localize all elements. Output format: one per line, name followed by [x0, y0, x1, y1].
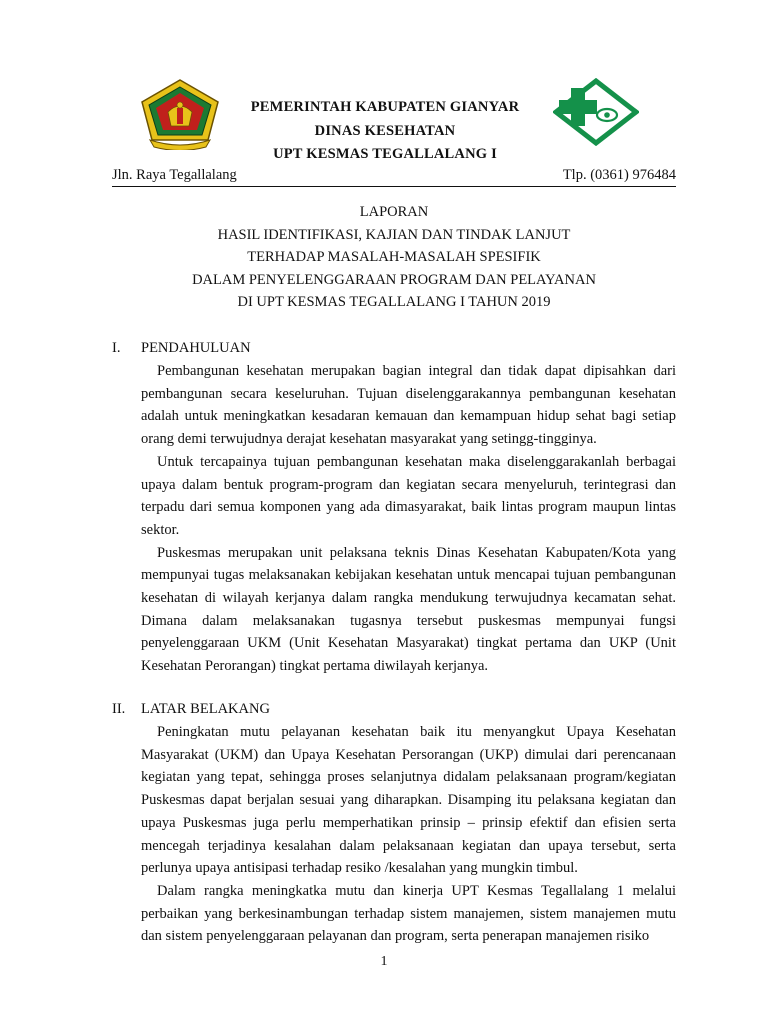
- gianyar-crest-logo: [140, 78, 220, 150]
- paragraph: Untuk tercapainya tujuan pembangunan kesehatan maka diselenggarakanlah berbagai upaya dalam bentuk program-program dan kegiatan secara menyeluruh, terintegrasi dan terpadu dari semua komponen yang ada dimasyarakat, baik lintas program maupun lintas sektor.: [141, 453, 676, 538]
- header-divider: [112, 186, 676, 187]
- letterhead-department: DINAS KESEHATAN: [314, 122, 456, 139]
- health-office-logo: [553, 78, 639, 146]
- section-pendahuluan: [112, 336, 676, 678]
- paragraph: Dalam rangka meningkatka mutu dan kinerja UPT Kesmas Tegallalang 1 melalui perbaikan yang berkesinambungan terhadap sistem manajemen, sistem manajemen mutu dan sistem penyelenggaraan pelayanan dan program, serta penerapan manajemen risiko: [141, 882, 676, 945]
- paragraph: Pembangunan kesehatan merupakan bagian integral dan tidak dapat dipisahkan dari pembangunan secara keseluruhan. Tujuan diselenggarakannya pembangunan kesehatan adalah untuk meningkatkan kesadaran kemauan dan kemampuan hidup sehat bagi setiap orang demi terwujudnya derajat kesehatan masyarakat yang setingg-tingginya.: [141, 363, 676, 448]
- letterhead-unit: UPT KESMAS TEGALLALANG I: [273, 146, 497, 162]
- title-line: TERHADAP MASALAH-MASALAH SPESIFIK: [247, 249, 541, 265]
- section-title: LATAR BELAKANG: [141, 701, 270, 717]
- section-title: PENDAHULUAN: [141, 340, 251, 356]
- letterhead: [230, 96, 540, 167]
- health-cross-icon: [553, 78, 639, 146]
- address-row: [112, 167, 676, 187]
- report-title: [112, 201, 676, 314]
- title-line: DI UPT KESMAS TEGALLALANG I TAHUN 2019: [237, 294, 551, 310]
- title-line: HASIL IDENTIFIKASI, KAJIAN DAN TINDAK LANJUT: [217, 226, 571, 243]
- section-latar-belakang: [112, 697, 676, 948]
- office-phone: Tlp. (0361) 976484: [562, 167, 676, 183]
- page-number: 1: [380, 954, 388, 969]
- crest-emblem-icon: [140, 78, 220, 150]
- office-address: Jln. Raya Tegallalang: [112, 167, 237, 183]
- title-line: LAPORAN: [359, 204, 429, 220]
- paragraph: Puskesmas merupakan unit pelaksana teknis Dinas Kesehatan Kabupaten/Kota yang mempunyai tugas melaksanakan kebijakan kesehatan untuk mencapai tujuan pembangunan kesehatan di wilayah kerjanya dalam rangka mendukung terwujudnya kecamatan sehat. Dimana dalam melaksanakan tugasnya tersebut puskesmas mempunyai fungsi penyelenggaraan UKM (Unit Kesehatan Masyarakat) tingkat pertama dan UKP (Unit Kesehatan Perorangan) tingkat pertama diwilayah kerjanya.: [141, 544, 676, 675]
- title-line: DALAM PENYELENGGARAAN PROGRAM DAN PELAYANAN: [192, 271, 596, 288]
- section-number: II.: [112, 701, 126, 717]
- paragraph: Peningkatan mutu pelayanan kesehatan baik itu menyangkut Upaya Kesehatan Masyarakat (UKM) dan Upaya Kesehatan Persorangan (UKP) dimulai dari perencanaan kegiatan yang tepat, sehingga proses selanjutnya didalam pelaksanaan program/kegiatan Puskesmas dapat berjalan sesuai yang diharapkan. Disamping itu pelaksana kegiatan dan upaya Puskesmas juga perlu memperhatikan prinsip – prinsip efektif dan efisien serta mencegah terjadinya kesalahan dalam pelaksanaan kegiatan dan upaya tersebut, serta perlunya upaya antisipasi terhadap resiko /kesalahan yang mungkin timbul.: [141, 724, 676, 877]
- section-heading: [112, 697, 676, 721]
- letterhead-government: PEMERINTAH KABUPATEN GIANYAR: [250, 99, 520, 115]
- section-heading: [112, 336, 676, 360]
- section-number: I.: [112, 340, 121, 356]
